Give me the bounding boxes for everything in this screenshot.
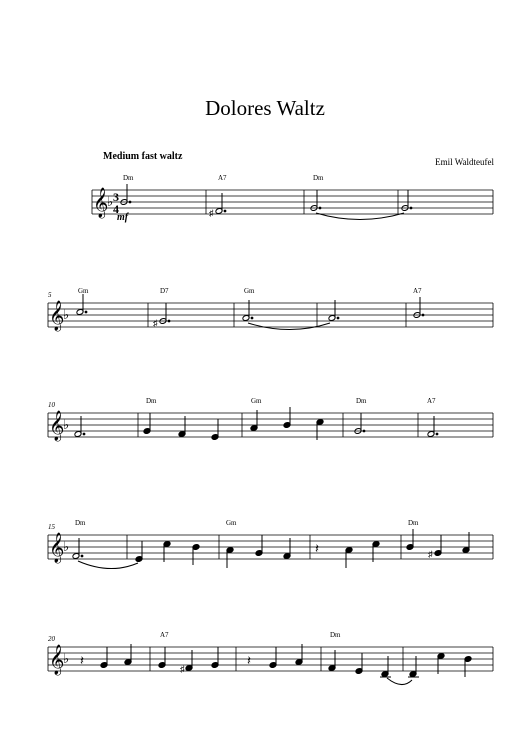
chord-symbol: D7 (160, 287, 169, 295)
flat-key-signature: ♭ (63, 417, 70, 432)
chord-symbol: Dm (408, 519, 419, 527)
staff-lines (48, 413, 493, 437)
measure-number: 5 (48, 291, 52, 299)
notes (80, 644, 472, 685)
staff-system-2 (48, 287, 493, 332)
composer-name: Emil Waldteufel (435, 157, 494, 167)
time-signature-top: 3 (113, 190, 119, 204)
flat-key-signature: ♭ (63, 539, 70, 554)
measure-number: 15 (48, 523, 55, 531)
treble-clef-icon: 𝄞 (49, 301, 65, 330)
svg-text:♯: ♯ (209, 208, 214, 218)
staff-system-5 (48, 631, 493, 685)
tie (387, 678, 412, 685)
svg-text:♯: ♯ (180, 664, 185, 674)
quarter-rest-icon: 𝄽 (80, 653, 84, 668)
staff-system-4 (48, 519, 493, 569)
measure-number: 20 (48, 635, 55, 643)
staff-system-3 (48, 397, 493, 442)
svg-text:♯: ♯ (153, 318, 158, 328)
tie (248, 323, 330, 330)
flat-key-signature: ♭ (63, 307, 70, 322)
quarter-rest-icon: 𝄽 (247, 653, 251, 668)
treble-clef-icon: 𝄞 (49, 533, 65, 562)
chord-symbol: A7 (427, 397, 436, 405)
notes (74, 407, 438, 440)
quarter-rest-icon: 𝄽 (315, 541, 319, 556)
chord-symbol: A7 (413, 287, 422, 295)
chord-symbol: Dm (313, 174, 324, 182)
chord-symbol: Gm (226, 519, 237, 527)
notes (76, 294, 424, 330)
treble-clef-icon: 𝄞 (93, 188, 109, 217)
treble-clef-icon: 𝄞 (49, 645, 65, 674)
chord-symbol: Dm (330, 631, 341, 639)
svg-text:♯: ♯ (428, 549, 433, 559)
staff-lines (48, 303, 493, 327)
chord-symbol: Dm (356, 397, 367, 405)
chord-symbol: Gm (244, 287, 255, 295)
chord-symbol: A7 (160, 631, 169, 639)
staff-lines (48, 535, 493, 559)
treble-clef-icon: 𝄞 (49, 411, 65, 440)
chord-symbol: Gm (78, 287, 89, 295)
chord-symbol: A7 (218, 174, 227, 182)
chord-symbol: Dm (146, 397, 157, 405)
score-title: Dolores Waltz (205, 96, 325, 120)
chord-symbol: Gm (251, 397, 262, 405)
flat-key-signature: ♭ (107, 194, 114, 209)
dynamic-marking: mf (117, 212, 129, 223)
staff-system-1 (92, 174, 493, 223)
measure-number: 10 (48, 401, 55, 409)
tempo-marking: Medium fast waltz (103, 151, 183, 162)
chord-symbol: Dm (75, 519, 86, 527)
flat-key-signature: ♭ (63, 651, 70, 666)
time-signature-bottom: 4 (113, 202, 119, 216)
tie (78, 561, 138, 569)
staff-lines (92, 190, 493, 214)
chord-symbol: Dm (123, 174, 134, 182)
